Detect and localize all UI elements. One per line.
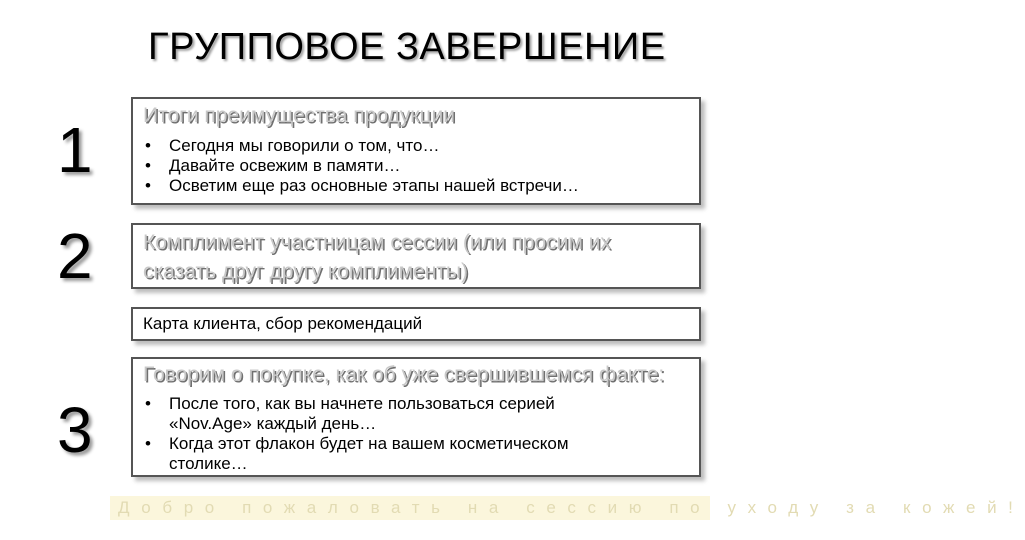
client-card-text: Карта клиента, сбор рекомендаций bbox=[143, 314, 423, 333]
summary-box-title: Итоги преимущества продукции bbox=[143, 104, 455, 127]
step-number-3: 3 bbox=[57, 394, 93, 466]
purchase-bullet-item bbox=[143, 434, 689, 474]
summary-bullet-item: • Осветим еще раз основные этапы нашей встречи… bbox=[143, 176, 689, 196]
footer-banner: Добро пожаловать на сессию по уходу за кожей! bbox=[110, 496, 710, 520]
step-number-1: 1 bbox=[57, 114, 93, 186]
summary-bullet-list bbox=[143, 136, 689, 196]
summary-box bbox=[131, 97, 701, 205]
purchase-box bbox=[131, 357, 701, 477]
compliment-line: Комплимент участницам сессии (или просим их bbox=[143, 231, 611, 254]
summary-bullet-item: • Давайте освежим в памяти… bbox=[143, 156, 689, 176]
purchase-bullet-line: столике… bbox=[169, 454, 248, 473]
summary-bullet-item: • Сегодня мы говорили о том, что… bbox=[143, 136, 689, 156]
step-number-2: 2 bbox=[57, 220, 93, 292]
client-card-box bbox=[131, 307, 701, 341]
purchase-bullet-line: «Nov.Age» каждый день… bbox=[169, 414, 377, 433]
purchase-box-title: Говорим о покупке, как об уже свершившемся факте: bbox=[143, 363, 665, 386]
compliment-line: сказать друг другу комплименты) bbox=[143, 260, 469, 283]
purchase-bullet-line: • После того, как вы начнете пользоваться серией bbox=[169, 394, 555, 413]
purchase-bullet-line: • Когда этот флакон будет на вашем косметическом bbox=[169, 434, 569, 453]
purchase-bullet-item bbox=[143, 394, 689, 434]
slide-title: ГРУППОВОЕ ЗАВЕРШЕНИЕ bbox=[148, 26, 666, 68]
purchase-bullet-list bbox=[143, 394, 689, 474]
compliment-box bbox=[131, 223, 701, 289]
